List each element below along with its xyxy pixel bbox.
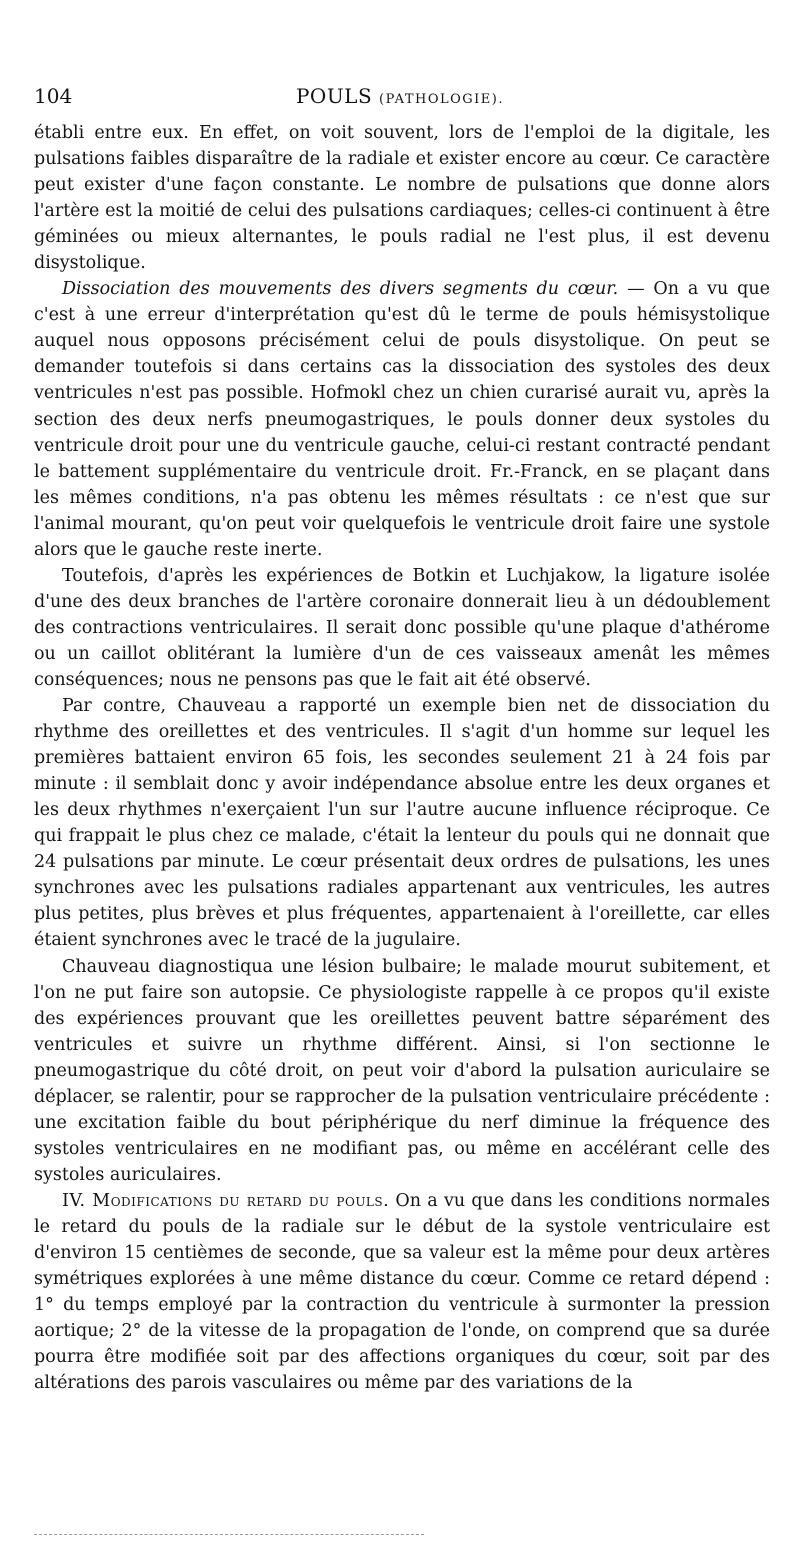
paragraph-text: — On a vu que c'est à une erreur d'interprétation qu'est dû le terme de pouls hémisystolique auquel nous opposons précisément celui de pouls disystolique. On peut se demander toutefois si dans certains cas la dissociation des systoles des deux ventricules n'est pas possible. Hofmokl chez un chien curarisé aurait vu, après la section des deux nerfs pneumogastriques, le pouls donner deux systoles du ventricule droit pour une du ventricule gauche, celui-ci restant contracté pendant le battement supplémentaire du ventricule droit. Fr.-Franck, en se plaçant dans les mêmes conditions, n'a pas obtenu les mêmes résultats : ce n'est que sur l'animal mourant, qu'on peut voir quelquefois le ventricule droit faire une systole alors que le gauche reste inerte.: [34, 279, 770, 560]
section-heading-smallcaps: IV. Modifications du retard du pouls.: [62, 1190, 390, 1211]
paragraph-text: établi entre eux. En effet, on voit souvent, lors de l'emploi de la digitale, les pulsations faibles disparaître de la radiale et exister encore au cœur. Ce caractère peut exister d'une façon constante. Le nombre de pulsations que donne alors l'artère est la moitié de celui des pulsations cardiaques; celles-ci continuent à être géminées ou mieux alternantes, le pouls radial ne l'est plus, il est devenu disystolique.: [34, 123, 770, 274]
page-number: 104: [34, 84, 73, 108]
running-title: [34, 84, 766, 108]
paragraph: [34, 120, 770, 276]
body-text: [34, 120, 770, 1396]
paragraph: [34, 693, 770, 953]
paragraph: [34, 276, 770, 563]
paragraph-text: On a vu que dans les conditions normales le retard du pouls de la radiale sur le début de la systole ventriculaire est d'environ 15 centièmes de seconde, que sa valeur est la même pour deux artères symétriques explorées à une même distance du cœur. Comme ce retard dépend : 1° du temps employé par la contraction du ventricule à surmonter la pression aortique; 2° de la vitesse de la propagation de l'onde, on comprend que sa durée pourra être modifiée soit par des affections organiques du cœur, soit par des altérations des parois vasculaires ou même par des variations de la: [34, 1190, 770, 1394]
running-title-subtitle: (PATHOLOGIE).: [379, 92, 505, 107]
paragraph: [34, 1188, 770, 1396]
paragraph-text: Par contre, Chauveau a rapporté un exemple bien net de dissociation du rhythme des oreillettes et des ventricules. Il s'agit d'un homme sur lequel les premières battaient environ 65 fois, les secondes seulement 21 à 24 fois par minute : il semblait donc y avoir indépendance absolue entre les deux organes et les deux rhythmes n'exerçaient l'un sur l'autre aucune influence réciproque. Ce qui frappait le plus chez ce malade, c'était la lenteur du pouls qui ne donnait que 24 pulsations par minute. Le cœur présentait deux ordres de pulsations, les unes synchrones avec les pulsations radiales appartenant aux ventricules, les autres plus petites, plus brèves et plus fréquentes, appartenaient à l'oreillette, car elles étaient synchrones avec le tracé de la jugulaire.: [34, 696, 770, 951]
page-header: [34, 84, 766, 110]
section-heading-italic: Dissociation des mouvements des divers segments du cœur.: [62, 279, 619, 300]
paragraph: [34, 954, 770, 1188]
running-title-main: POULS: [295, 84, 373, 108]
paragraph-text: Toutefois, d'après les expériences de Botkin et Luchjakow, la ligature isolée d'une des deux branches de l'artère coronaire donnerait lieu à un dédoublement des contractions ventriculaires. Il serait donc possible qu'une plaque d'athérome ou un caillot oblitérant la lumière d'un de ces vaisseaux amenât les mêmes conséquences; nous ne pensons pas que le fait ait été observé.: [34, 565, 770, 690]
footer-rule: [34, 1534, 424, 1535]
paragraph: [34, 563, 770, 693]
paragraph-text: Chauveau diagnostiqua une lésion bulbaire; le malade mourut subitement, et l'on ne put faire son autopsie. Ce physiologiste rappelle à ce propos qu'il existe des expériences prouvant que les oreillettes peuvent battre séparément des ventricules et suivre un rhythme différent. Ainsi, si l'on sectionne le pneumogastrique du côté droit, on peut voir d'abord la pulsation auriculaire se déplacer, se ralentir, pour se rapprocher de la pulsation ventriculaire précédente : une excitation faible du bout périphérique du nerf diminue la fréquence des systoles ventriculaires en ne modifiant pas, ou même en accélérant celle des systoles auriculaires.: [34, 956, 770, 1185]
